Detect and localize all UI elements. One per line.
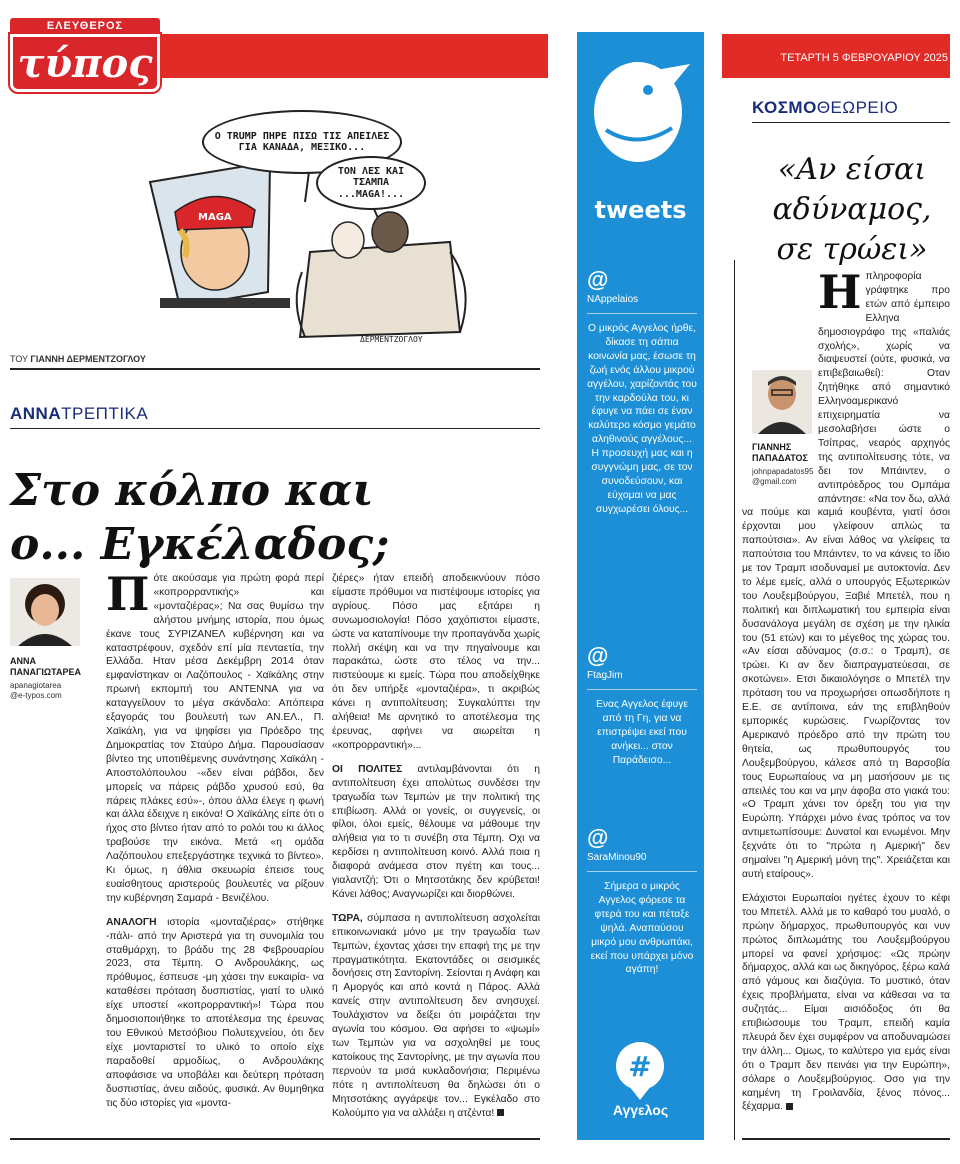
column-label xyxy=(752,98,898,118)
masthead-top: ΕΛΕΥΘΕΡΟΣ xyxy=(10,18,160,34)
author-name-line-2: ΠΑΝΑΓΙΩΤΑΡΕΑ xyxy=(10,667,81,677)
tweets-footer: Αγγελος xyxy=(612,1102,669,1118)
paragraph xyxy=(332,763,540,902)
article-column-right xyxy=(742,265,950,1140)
tweet-item xyxy=(587,644,697,768)
svg-text:#: # xyxy=(628,1050,652,1083)
divider xyxy=(587,871,697,872)
dropcap: Η xyxy=(818,265,862,319)
paragraph xyxy=(332,572,540,753)
cartoon-credit xyxy=(10,354,146,364)
dropcap: Π xyxy=(106,567,150,621)
headline-line-2: ο... Εγκέλαδος; xyxy=(10,519,390,570)
author-name-line-1: ΓΙΑΝΝΗΣ xyxy=(752,442,792,452)
article-column-1 xyxy=(106,567,324,1142)
divider xyxy=(10,428,540,429)
column-label xyxy=(10,404,148,424)
paragraph-text: ζιέρες» ήταν επειδή αποδεικνύουν πόσο είμαστε πρόθυμοι να πιστέψουμε ιστορίες για αγρίους. Πόσο μας εξιτάρει η συνωμοσιολογία! Πόσο χαχόπιστοι είμαστε, ώστε να καταπίνουμε την προπαγάνδα χωρίς πολλή σκέψη και να την πηγαίνουμε και παρακάτω, ώστε στο τέλος να την... πιστεύουμε κι εμείς. Τώρα που αποδείχθηκε ότι δεν υπήρξε «μονταζιέρα», τι ακριβώς κάνει η αντιπολίτευση; Συγκαλύπτει την αλήθεια! Με αρνητικό το αποτέλεσμα της έρευνας, αφήνει να αιωρείται η «κοπρορραντική»... xyxy=(332,573,540,751)
credit-prefix: ΤΟΥ xyxy=(10,354,28,364)
issue-date: ΤΕΤΑΡΤΗ 5 ΦΕΒΡΟΥΑΡΙΟΥ 2025 xyxy=(780,52,948,64)
divider xyxy=(587,689,697,690)
paragraph-text: αντιλαμβάνονται ότι η αντιπολίτευση έχει απολύτως συνδέσει την τραγωδία των Τεμπών με την πολιτική της επιβίωση. Αλλά οι γονείς, οι συγγενείς, οι φίλοι, όλοι εμείς, θέλουμε να μάθουμε την αλήθεια για το τι συνέβη στα Τέμπη. Οχι να κερδίσει η αντιπολίτευση κοινό. Αλλά ποια η διαφορά ανάμεσα στον πγέτη και τους... γιαλαντζή; Ότι ο Μητσοτάκης δεν κρύβεται! Κάνει λάθος; Αναγνωρίζει και διορθώνει. xyxy=(332,763,540,900)
divider xyxy=(742,1138,950,1140)
paragraph-text: πληροφορία γράφτηκε προ ετών από έμπειρο Ελληνα δημοσιογράφο της «παλιάς σχολής», χωρίς να διαψευστεί (ούτε, φυσικά, να επιβεβαιωθεί): Οταν ζητήθηκε από σημαντικό Ελληνοαμερικανό επιχειρηματία να μεσολαβήσει ώστε ο Τσίπρας, νεαρός αρχηγός της αντιπολίτευσης τότε, να δει τον Μπάιντεν, ο αντιπρόεδρος του Ομπάμα απάντησε: «Να τον δω, αλλά να πούμε και καμιά κουβέντα, γιατί όσοι έρχονται μου γλείφουν απλώς τα παπούτσια». Αν είναι λάθος να γλείφεις τα παπούτσια του Μπάιντεν, το να κάνεις το ίδιο με τον Τραμπ ισοδυναμεί με αυτοκτονία. Δεν το λέμε εμείς, αλλά ο υπουργός Εξωτερικών του Λουξεμβούργου, Ξαβιέ Μπετέλ, που η πολιτική και διπλωματική του εμπειρία είναι δυσανάλογα μεγάλη σε σχέση με την ηλικία του (51 ετών) και το μέγεθος της χώρας του. «Αν είσαι αδύναμος (σ.σ.: ο Τραμπ), σε τρώει. Κι αν δεν διαπραγματεύεσαι, σε σκοτώνει». Ετσι δικαιολόγησε ο Μπετέλ την πρόταση του να προχωρήσει οπωσδήποτε η Ε.Ε. σε αντίποινα, εάν της επιβληθούν εμπορικές κυρώσεις. Γνωρίζοντας τον Αμερικανό πρόεδρο από την πρώτη του θητεία, ως πρωθυπουργός του Λουξεμβούργου, κάλεσε από τη Βαρσοβία τους Ευρωπαίους να μη μασήσουν με τις απειλές του και να μην άφοβα στο γιακά του: «Ο Τραμπ χάνει τον όρεξη του για την Ευρώπη. Υπάρχει μόνο ένας τρόπος να τον αντιμετωπίσουμε: Δυνατοί και ενωμένοι. Μην ξεχνάτε ότι το "πρώτα η Αμερική" δεν σημαίνει "η Αμερική μόνη της". Χρειάζεται και αυτή εταίρους». xyxy=(742,271,950,880)
at-icon: @ xyxy=(587,643,609,668)
end-mark xyxy=(497,1109,504,1116)
headline-left xyxy=(10,464,540,572)
paragraph xyxy=(332,912,540,1121)
paragraph-lead: ΑΝΑΛΟΓΗ xyxy=(106,916,157,928)
cartoon-signature: ΔΕΡΜΕΝΤΖΟΓΛΟΥ xyxy=(360,335,423,344)
tweet-item xyxy=(587,268,697,517)
tweets-column xyxy=(577,32,704,1140)
at-icon: @ xyxy=(587,267,609,292)
masthead-logo xyxy=(10,18,160,96)
headline-line-1: «Αν είσαι xyxy=(777,152,927,187)
column-label-b: ΤΡΕΠΤΙΚΑ xyxy=(61,404,149,423)
masthead-main: τύπος xyxy=(10,34,160,92)
tweet-handle: SaraMinou90 xyxy=(587,852,647,863)
paragraph xyxy=(742,892,950,1115)
column-label-a: ΑΝΝΑ xyxy=(10,404,62,423)
author-name-line-2: ΠΑΠΑΔΑΤΟΣ xyxy=(752,453,808,463)
tweet-text: Σήμερα ο μικρός Αγγελος φόρεσε τα φτερά του και πέταξε ψηλά. Αναπαύσου μικρό μου ανθρωπάκι, εκεί που υπάρχει μόνο αγάπη! xyxy=(590,881,694,976)
speech-bubble-1: Ο TRUMP ΠΗΡΕ ΠΙΣΩ ΤΙΣ ΑΠΕΙΛΕΣ ΓΙΑ ΚΑΝΑΔΑ, ΜΕΞΙΚΟ... xyxy=(202,110,402,174)
author-email-line-1: apanagiotarea xyxy=(10,681,62,690)
divider xyxy=(752,122,950,123)
hashtag-icon xyxy=(605,1038,675,1100)
divider xyxy=(10,368,540,370)
at-icon: @ xyxy=(587,825,609,850)
headline-line-3: σε τρώει» xyxy=(776,232,928,267)
author-name-line-1: ΑΝΝΑ xyxy=(10,656,36,666)
cartoon-cap-text: MAGA xyxy=(198,212,232,223)
bird-icon xyxy=(577,50,704,195)
article-column-2 xyxy=(332,572,540,1142)
editorial-cartoon xyxy=(120,92,540,352)
tweet-item xyxy=(587,826,697,977)
header-bar-left xyxy=(160,34,548,78)
tweets-title: tweets xyxy=(594,196,687,224)
paragraph-text: ιστορία «μονταζιέρας» στήθηκε -πάλι- από την Αριστερά για τη συνομιλία του σταθμάρχη, το βράδυ της 28 Φεβρουαρίου 2023, στα Τέμπη. Ο Ανδρουλάκης, ως πρόθυμος, έσπευσε -μη χάσει την ευκαιρία- να καταθέσει πρόταση δυσπιστίας, γιατί το υλικό είχε υποστεί «κοπρορραντική»! Τώρα που δημοσιοποιήθηκε το αποτέλεσμα της έρευνας του Εθνικού Μετσόβιου Πολυτεχνείου, ότι δεν είχε μονταριστεί το υλικό το οποίο είχε παραδοθεί αρμοδίως, ο Ανδρουλάκης αποφάσισε να υποβάλει και δεύτερη πρόταση δυσπιστίας, άνευ αιδούς, φυσικά. Αν θυμηθηκα τις δύο ιστορίες για «μοντα- xyxy=(106,916,324,1109)
divider xyxy=(10,1138,540,1140)
author-email-line-2: @gmail.com xyxy=(752,477,797,486)
author-email-line-1: johnpapadatos95 xyxy=(752,467,814,476)
headline-line-2: αδύναμος, xyxy=(772,192,932,227)
end-mark xyxy=(786,1103,793,1110)
column-label-a: ΚΟΣΜΟ xyxy=(752,98,817,117)
credit-name: ΓΙΑΝΝΗ ΔΕΡΜΕΝΤΖΟΓΛΟΥ xyxy=(30,354,146,364)
author-email xyxy=(10,681,62,701)
divider xyxy=(587,313,697,314)
tweet-text: Ο μικρός Αγγελος ήρθε, δίκασε τη σάπια κοινωνία μας, έσωσε τη ζωή ενός άλλου μικρού αγγέλου, χαρίζοντάς του την καρδούλα του, κι έφυγε να πάει σε έναν καλύτερο κόσμο γεμάτο αληθινούς αγγέλους... Η προσευχή μας και η συγγνώμη μας, σε τον συνοδεύσουν, και εύχομαι να μας συγχωρέσει όλους... xyxy=(587,323,697,515)
author-photo xyxy=(10,578,80,646)
headline-right xyxy=(752,150,952,270)
paragraph-lead: ΤΩΡΑ, xyxy=(332,912,363,924)
tweet-text: Ενας Αγγελος έφυγε από τη Γη, για να επιστρέψει εκεί που ανήκει... στον Παράδεισο... xyxy=(596,699,688,766)
speech-bubble-2: ΤΟΝ ΛΕΣ ΚΑΙ ΤΣΑΜΠΑ ...MAGA!... xyxy=(316,156,426,210)
paragraph-lead: ΟΙ ΠΟΛΙΤΕΣ xyxy=(332,763,403,775)
paragraph xyxy=(106,916,324,1111)
paragraph-text: σύμπασα η αντιπολίτευση ασχολείται επικοινωνιακά μόνο με την τραγωδία των Τεμπών, έχοντας χάσει την επαφή της με την πραγματικότητα. Εκατοντάδες οι σεισμικές δονήσεις στη Σαντορίνη. Σείονται η Ανάφη και η Αμοργός και από κοντά η Πάρος. Αλλά κανείς στην αντιπολίτευση δεν ανησυχεί. Τουλάχιστον να δείξει ότι μοιράζεται την αγωνία του κόσμου. Θα αφήσει το «ψωμί» των Τεμπών για να ασχοληθεί με τους κατοίκους της Σαντορίνης, με την αγωνία που περνούν τα μισά κυκλαδονήσια; Περιμένω πότε η αντιπολίτευση θα δηλώσει ότι ο Μητσοτάκης αγγάρεψε τον... Εγκέλαδο στο Κολούμπο για να αλλάξει η ατζέντα! xyxy=(332,912,540,1119)
column-label-b: ΘΕΩΡΕΙΟ xyxy=(816,98,899,117)
paragraph xyxy=(106,567,324,906)
photo-spacer xyxy=(742,270,818,494)
headline-line-1: Στο κόλπο και xyxy=(10,465,374,516)
column-rule xyxy=(734,260,735,1140)
author-name xyxy=(10,656,81,678)
tweet-handle: FtagJim xyxy=(587,670,623,681)
paragraph-text: Ελάχιστοι Ευρωπαίοι ηγέτες έχουν το κέφι του Μπετέλ. Αλλά με το καθαρό του μυαλό, ο πρώην δήμαρχος, πρωθυπουργός και νυν πρώτος διπλωμάτης του Λουξεμβούργου μπορεί να φανεί χρήσιμος: «Ως πρώην δήμαρχος, αλλά και ως δικηγόρος, ξέρω καλά από γάμους και διαζύγια. Το μυστικό, όταν έχεις προβλήματα, είναι να κάθεσαι να τα συζητάς... Είμαι αισιόδοξος ότι θα επιβιώσουμε του Τραμπ, επειδή καμία πλευρά δεν έχει συμφέρον να αποδυναμώσει την άλλη... Ομως, το καλύτερο για εμάς είναι ότι ο Τραμπ δεν πεινάει για την Ευρώπη», σόλαρε ο Λουξεμβούργιος. Οσο για την καημένη τη Γροιλανδία, ξένος πόνος... ξέχαρμα. xyxy=(742,892,950,1113)
author-email-line-2: @e-typos.com xyxy=(10,691,62,700)
tweet-handle: NAppelaios xyxy=(587,294,639,305)
paragraph-text: ότε ακούσαμε για πρώτη φορά περί «κοπρορραντικής» και «μονταζιέρας»; Να σας θυμίσω την αλήστου μνήμης ιστορία, που όμως έκανε τους ΣΥΡΙΖΑΝΕΛ κυβέρνηση και να καταστρέφουν, σχεδόν επί μία πενταετία, την Ελλάδα. Ηταν μέσα Δεκέμβρη 2014 όταν εμφανίστηκαν οι Λαζόπουλος - Χαϊκάλης στην πρωινή εκπομπή του ΑΝΤΕΝΝΑ για να καταγγείλουν το μέγα σκάνδαλο: Απόπειρα εξαγοράς του βουλευτή των ΑΝ.ΕΛ., Π. Χαϊκάλη, για να ψηφίσει για Πρόεδρο της Δημοκρατίας τον Σταύρο Δήμα. Παρουσίασαν βίντεο της υποτιθέμενης συνάντησης Χαϊκάλη - Αποστολόπουλου -«δεν είναι ράβδοι, δεν μπορείς να πάρεις ράβδο χρυσού εσύ, θα πάρεις πλάκες εσύ»-, όπου άλλα έλεγε η φωνή και άλλα έδειχνε η εικόνα! Ο Χαϊκάλης είπε ότι ο ήχος στο βίντεο ήταν από το ρολόι του κι άλλος τραβούσε την εικόνα. Μετά «η ομάδα Λαζόπουλου επεξεργάστηκε τεχνικά το βίντεο». Κι όμως, η άθλια σκευωρία έπεισε τους ευαίσθητους αριστερούς βουλευτές να ρίξουν την κυβέρνηση Σαμαρά - Βενιζέλου. xyxy=(106,573,324,904)
